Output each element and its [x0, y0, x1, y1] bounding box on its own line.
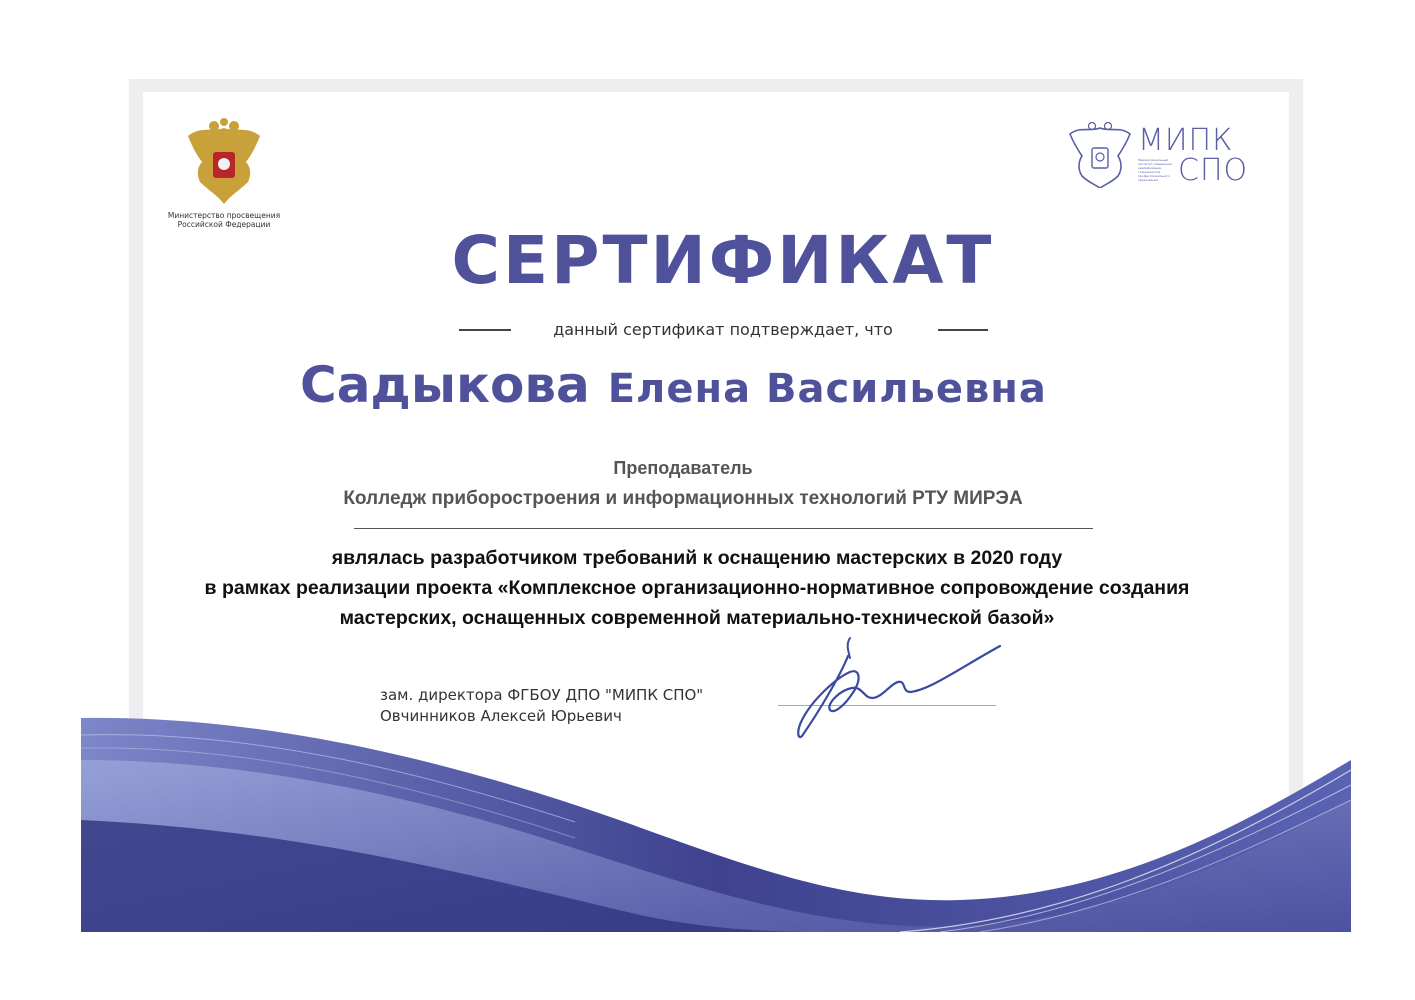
organization-underline — [354, 528, 1093, 529]
ministry-line2: Российской Федерации — [177, 220, 271, 229]
body-line-1: являлась разработчиком требований к оснащению мастерских в 2020 году — [331, 547, 1063, 569]
recipient-surname: Садыкова — [300, 356, 590, 414]
mipk-emblem-icon — [1068, 120, 1132, 188]
mipk-name-line1: МИПК — [1138, 123, 1234, 158]
signatory-title: зам. директора ФГБОУ ДПО "МИПК СПО" — [380, 686, 704, 704]
mipk-name-line2: СПО — [1178, 153, 1249, 188]
coat-of-arms-icon — [182, 118, 266, 208]
subtitle-dash-right — [938, 329, 988, 331]
recipient-organization: Колледж приборостроения и информационных технологий РТУ МИРЭА — [343, 488, 1023, 509]
signatory-name: Овчинников Алексей Юрьевич — [380, 707, 622, 725]
signature-icon — [790, 628, 1010, 748]
mipk-logo — [1068, 120, 1268, 192]
certificate-title: СЕРТИФИКАТ — [451, 222, 995, 299]
subtitle-row — [0, 317, 1415, 343]
mipk-small-caption: Межрегиональный институт повышения квалификации специалистов профессионального образования — [1138, 158, 1172, 182]
body-line-2: в рамках реализации проекта «Комплексное организационно-нормативное сопровождение создания — [204, 577, 1190, 599]
certificate-subtitle: данный сертификат подтверждает, что — [553, 320, 893, 339]
recipient-position: Преподаватель — [613, 458, 753, 478]
certificate-body — [0, 543, 1394, 633]
ministry-line1: Министерство просвещения — [167, 211, 281, 220]
body-line-3: мастерских, оснащенных современной материально-технической базой» — [339, 607, 1055, 629]
recipient-name — [300, 356, 1047, 414]
recipient-given-names: Елена Васильевна — [607, 366, 1047, 412]
